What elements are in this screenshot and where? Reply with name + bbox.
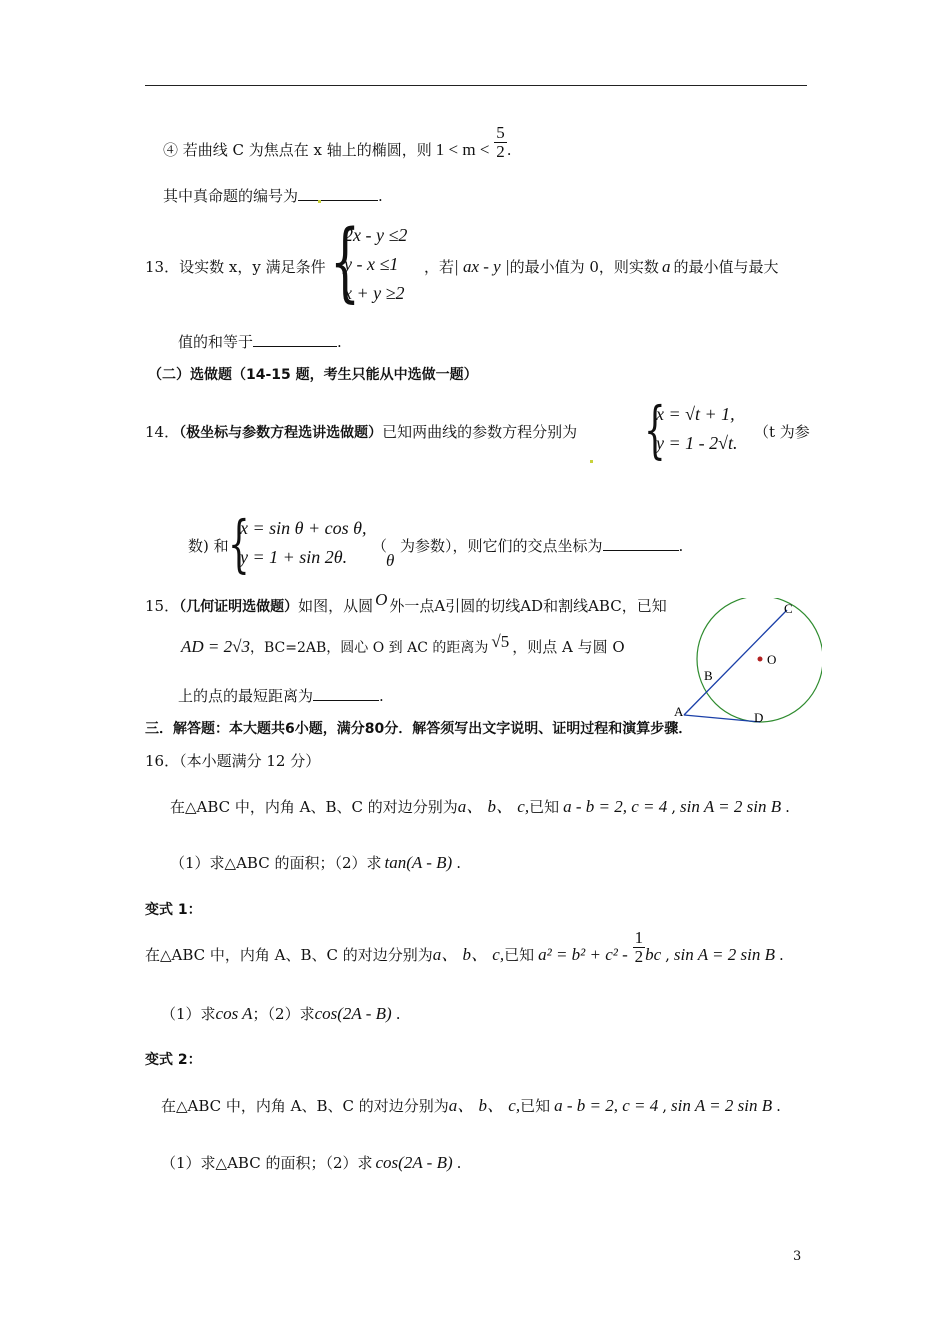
q13-tail: 的最小值与最大 xyxy=(673,258,779,276)
true-statement-suffix: . xyxy=(378,187,383,205)
q15-answer-blank[interactable] xyxy=(313,686,379,701)
variant-2-ask-text: （1）求△ABC 的面积；（2）求 xyxy=(161,1154,373,1172)
variant-1-ask-b-math: cos(2A - B) xyxy=(314,1004,392,1023)
q16-ask xyxy=(170,853,461,873)
section-optional-heading: （二）选做题（14-15 题，考生只能从中选做一题） xyxy=(148,367,478,383)
figure-label-d: D xyxy=(754,710,764,725)
fraction-numerator: 5 xyxy=(496,122,505,142)
stray-dot xyxy=(318,200,321,203)
variant-1-ask-b: ；（2）求 xyxy=(252,1005,315,1023)
q14-lead: 已知两曲线的参数方程分别为 xyxy=(382,423,578,441)
q13-abs: | ax - y | xyxy=(454,257,510,276)
variant-1-ask-a-math: cos A xyxy=(215,1004,253,1023)
variant-1-ask-end: . xyxy=(395,1005,401,1023)
q15-ad: AD = 2√3 xyxy=(181,637,250,656)
q13-inequality-3: x + y ≥2 xyxy=(344,283,405,303)
item-4-fraction xyxy=(494,124,507,161)
variant-1-condition-tail: bc xyxy=(645,945,662,964)
q14-brace-1: { xyxy=(644,393,666,466)
q13-var: a xyxy=(661,257,671,276)
q16-number: 16． xyxy=(145,752,180,770)
page-number: 3 xyxy=(793,1249,802,1264)
q14-answer-blank[interactable] xyxy=(603,536,679,551)
figure-tangent xyxy=(684,715,760,722)
q13-line2-suffix: . xyxy=(337,333,342,351)
q16-condition: a - b = 2, c = 4 xyxy=(563,797,668,816)
q15-line3-text: 上的点的最短距离为 xyxy=(178,687,314,705)
variant-1-vars: a、 b、 c, xyxy=(432,945,505,964)
answer-blank[interactable] xyxy=(298,186,378,201)
item-4 xyxy=(163,122,512,161)
q16-score: （本小题满分 12 分） xyxy=(179,752,321,770)
variant-1-stem: 在△ABC 中，内角 A、B、C 的对边分别为a、 b、 c,已知 a² = b² + c² - $\frac{1}{2}$ bc , sin A = 2 sin B . xyxy=(145,927,784,966)
variant-2-ask-end: . xyxy=(456,1154,462,1172)
variant-1-ask-a: （1）求 xyxy=(161,1005,216,1023)
true-statement-text: 其中真命题的编号为 xyxy=(163,187,299,205)
q16-stem-text: 在△ABC 中，内角 A、B、C 的对边分别为 xyxy=(170,798,458,816)
q13-lead: 设实数 x，y 满足条件 xyxy=(179,258,326,276)
q14-tag: （极坐标与参数方程选讲选做题） xyxy=(179,425,383,441)
q15-tail: ，则点 A 与圆 O xyxy=(512,638,625,656)
q13-answer-blank[interactable] xyxy=(253,332,337,347)
q13-system xyxy=(344,221,407,308)
q15-line3 xyxy=(178,686,384,706)
variant-2-stem-text: 在△ABC 中，内角 A、B、C 的对边分别为 xyxy=(161,1097,449,1115)
q14-number: 14． xyxy=(145,423,180,441)
q14-equation-3: x = sin θ + cos θ, xyxy=(240,518,367,538)
variant-1-ask xyxy=(161,1004,400,1024)
q14-system-2 xyxy=(240,514,366,572)
q14-theta: θ xyxy=(386,551,395,570)
q15-line1 xyxy=(145,590,667,617)
stray-dot-2 xyxy=(590,460,593,463)
figure-label-a: A xyxy=(674,704,684,719)
q16-header xyxy=(145,751,320,771)
variant-2-end: . xyxy=(776,1097,781,1115)
variant-2-ask-math: cos(2A - B) xyxy=(375,1153,453,1172)
q14-equation-1: x = √t + 1, xyxy=(656,404,735,424)
q14-system-1 xyxy=(656,400,738,458)
q15-lead: 如图，从圆 xyxy=(298,597,374,615)
variant-1-known: 已知 xyxy=(504,946,535,964)
variant-2-sine: sin A = 2 sin B xyxy=(671,1096,773,1115)
q15-lead2: 外一点A引圆的切线AD和割线ABC，已知 xyxy=(389,597,667,615)
section-3-heading: 三．解答题：本大题共6小题，满分80分．解答须写出文字说明、证明过程和演算步骤． xyxy=(145,721,693,737)
q13-line2-text: 值的和等于 xyxy=(178,333,254,351)
variant-1-end: . xyxy=(778,946,784,964)
q15-number: 15． xyxy=(145,597,180,615)
q15-root5: √5 xyxy=(491,632,510,651)
q16-stem: 在△ABC 中，内角 A、B、C 的对边分别为a、 b、 c,已知 a - b = 2, c = 4 , sin A = 2 sin B . xyxy=(170,797,790,816)
figure-label-o: O xyxy=(767,652,777,667)
q14-tail: （t 为参 xyxy=(754,423,810,441)
variant-2-vars: a、 b、 c, xyxy=(448,1096,521,1115)
q16-sine: sin A = 2 sin B xyxy=(680,797,782,816)
true-statement-line xyxy=(163,186,383,206)
fraction-denominator: 2 xyxy=(496,141,505,161)
q13-mid2: 的最小值为 0，则实数 xyxy=(509,258,659,276)
q16-vars: a、 b、 c, xyxy=(457,797,530,816)
q14-paren: （ xyxy=(372,537,388,555)
variant-1-fraction xyxy=(633,929,646,966)
fraction-denominator: 2 xyxy=(634,946,644,966)
figure-label-b: B xyxy=(704,668,713,683)
q13-inequality-1: 2x - y ≤2 xyxy=(344,225,408,245)
q14-line xyxy=(145,422,577,443)
q15-line3-suffix: . xyxy=(379,687,384,705)
fraction-numerator: 1 xyxy=(634,927,644,947)
figure-center xyxy=(758,657,763,662)
q16-end: . xyxy=(785,798,790,816)
q16-known: 已知 xyxy=(529,798,560,816)
q14-line2-suffix: . xyxy=(678,537,684,555)
item-4-suffix: . xyxy=(506,141,512,159)
q15-line2 xyxy=(181,632,625,658)
q14-param: 为参数），则它们的交点坐标为 xyxy=(400,537,603,555)
q16-ask-text: （1）求△ABC 的面积；（2）求 xyxy=(170,854,382,872)
variant-1-condition: a² = b² + c² - xyxy=(538,945,628,964)
variant-2-stem: 在△ABC 中，内角 A、B、C 的对边分别为a、 b、 c,已知 a - b = 2, c = 4 , sin A = 2 sin B . xyxy=(161,1096,781,1115)
q14-brace-2: { xyxy=(228,507,250,580)
q16-ask-math: tan(A - B) xyxy=(384,853,453,872)
q13-line xyxy=(145,257,326,277)
q13-inequality-2: y - x ≤1 xyxy=(344,254,399,274)
variant-2-title: 变式 2： xyxy=(145,1052,202,1068)
header-rule xyxy=(145,85,807,86)
q14-equation-4: y = 1 + sin 2θ. xyxy=(240,547,348,567)
variant-1-stem-text: 在△ABC 中，内角 A、B、C 的对边分别为 xyxy=(145,946,433,964)
q16-ask-end: . xyxy=(456,854,461,872)
q13-number: 13． xyxy=(145,258,180,276)
q15-mid: ，BC=2AB，圆心 O 到 AC 的距离为 xyxy=(249,640,489,656)
variant-2-ask xyxy=(161,1153,461,1173)
variant-1-sine: sin A = 2 sin B xyxy=(673,945,775,964)
figure-label-c: C xyxy=(784,601,793,616)
item-4-math: 1 < m < xyxy=(435,140,490,159)
item-4-text: ④ 若曲线 C 为焦点在 x 轴上的椭圆，则 xyxy=(163,141,432,159)
q13-mid1: ，若 xyxy=(424,258,455,276)
q15-circle-symbol: O xyxy=(375,590,388,609)
q15-tag: （几何证明选做题） xyxy=(179,599,299,615)
q13-line2 xyxy=(178,332,342,352)
q14-equation-2: y = 1 - 2√t. xyxy=(656,433,738,453)
q14-line2-tail xyxy=(400,536,683,556)
variant-1-title: 变式 1： xyxy=(145,902,202,918)
q15-figure xyxy=(672,598,822,728)
variant-2-condition: a - b = 2, c = 4 xyxy=(554,1096,659,1115)
q13-line-tail xyxy=(424,257,778,277)
q13-brace: { xyxy=(330,212,361,312)
variant-2-known: 已知 xyxy=(520,1097,551,1115)
q14-line2-prefix: 数) 和 xyxy=(188,537,229,555)
